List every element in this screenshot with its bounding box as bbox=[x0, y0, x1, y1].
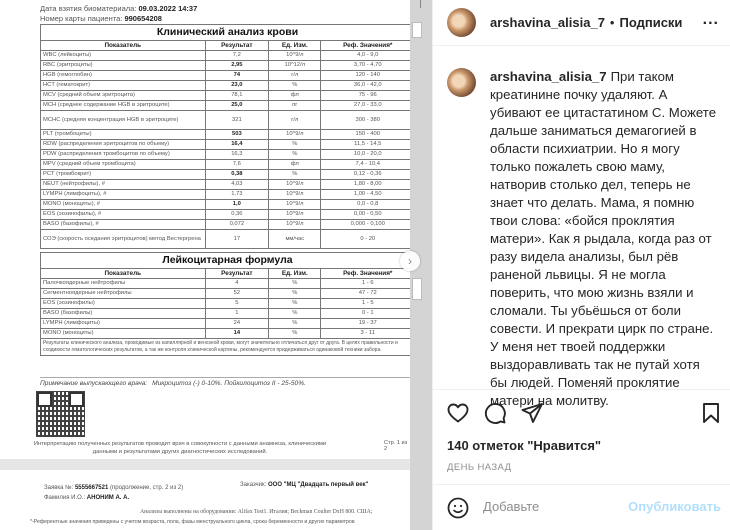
card-number-label: Номер карты пациента: bbox=[40, 14, 123, 23]
table-row bbox=[41, 130, 415, 140]
following-button[interactable]: Подписки bbox=[619, 15, 683, 30]
row-reference: 1 - 5 bbox=[321, 299, 415, 309]
row-result: 2,95 bbox=[205, 61, 269, 71]
table-row bbox=[41, 180, 415, 190]
row-unit: 10^9/л bbox=[269, 220, 321, 230]
column-header: Ед. Изм. bbox=[269, 269, 321, 279]
row-unit: фл bbox=[269, 160, 321, 170]
row-unit: % bbox=[269, 140, 321, 150]
table-row bbox=[41, 170, 415, 180]
column-header: Реф. Значения* bbox=[321, 41, 415, 51]
row-name: RBC (эритроциты) bbox=[41, 61, 206, 71]
row-result: 1,0 bbox=[205, 200, 269, 210]
row-reference: 3,70 - 4,70 bbox=[321, 61, 415, 71]
row-reference: 1,00 - 4,50 bbox=[321, 190, 415, 200]
row-result: 0,38 bbox=[205, 170, 269, 180]
row-reference: 3 - 11 bbox=[321, 329, 415, 339]
column-header: Ед. Изм. bbox=[269, 41, 321, 51]
row-reference: 120 - 140 bbox=[321, 71, 415, 81]
row-reference: 4,0 - 9,0 bbox=[321, 51, 415, 61]
sample-date-label: Дата взятия биоматериала: bbox=[40, 4, 137, 13]
row-reference: 19 - 37 bbox=[321, 319, 415, 329]
sample-date-value: 09.03.2022 14:37 bbox=[138, 4, 198, 13]
row-unit: 10^9/л bbox=[269, 180, 321, 190]
column-header: Результат bbox=[205, 269, 269, 279]
order-number bbox=[44, 485, 183, 491]
order-value: 5555667521 bbox=[74, 485, 109, 491]
row-name: MPV (средний объем тромбоцита) bbox=[41, 160, 206, 170]
column-header: Результат bbox=[205, 41, 269, 51]
table-row bbox=[41, 200, 415, 210]
row-result: 78,1 bbox=[205, 91, 269, 101]
table-row bbox=[41, 299, 415, 309]
row-name: MCHC (средняя концентрация HGB в эритроците) bbox=[41, 111, 206, 130]
row-reference: 0 - 1 bbox=[321, 309, 415, 319]
more-options-icon[interactable]: ... bbox=[702, 11, 719, 28]
card-number-value: 990654208 bbox=[124, 14, 162, 23]
row-result: 4,03 bbox=[205, 180, 269, 190]
order-suffix: (продолжение, стр. 2 из 2) bbox=[109, 485, 184, 491]
table-row bbox=[41, 140, 415, 150]
row-reference: 47 - 72 bbox=[321, 289, 415, 299]
post-header bbox=[433, 0, 730, 46]
table-row bbox=[41, 329, 415, 339]
row-reference: 36,0 - 42,0 bbox=[321, 81, 415, 91]
reference-note: *-Референтные значения приведены с учетом возраста, пола, фазы менструального цикла, срока беременности и других параметров bbox=[30, 519, 355, 525]
table-row bbox=[41, 160, 415, 170]
row-unit: % bbox=[269, 309, 321, 319]
row-name: СОЭ (скорость оседания эритроцитов) метод Вестергрена bbox=[41, 230, 206, 249]
table-row bbox=[41, 230, 415, 249]
table-row bbox=[41, 61, 415, 71]
equipment-note: Анализы выполнены на оборудовании: Alifax Test1. Италия; Beckman Coulter DxH 800. США; bbox=[140, 509, 373, 515]
heart-icon[interactable] bbox=[446, 401, 470, 425]
row-reference: 11,5 - 14,5 bbox=[321, 140, 415, 150]
bookmark-icon[interactable] bbox=[699, 401, 723, 425]
avatar[interactable] bbox=[447, 68, 476, 97]
row-name: MONO (моноциты), # bbox=[41, 200, 206, 210]
row-result: 321 bbox=[205, 111, 269, 130]
document-page-2 bbox=[0, 470, 410, 530]
customer bbox=[240, 482, 368, 488]
table-row bbox=[41, 309, 415, 319]
row-unit: % bbox=[269, 299, 321, 309]
row-reference: 1 - 6 bbox=[321, 279, 415, 289]
column-header: Показатель bbox=[41, 41, 206, 51]
row-result: 25,0 bbox=[205, 101, 269, 111]
row-name: EOS (эозинофилы) bbox=[41, 299, 206, 309]
header-username[interactable]: arshavina_alisia_7 bbox=[490, 15, 605, 30]
page-thumbnail[interactable] bbox=[412, 22, 422, 38]
row-reference: 150 - 400 bbox=[321, 130, 415, 140]
row-reference: 10,0 - 20,0 bbox=[321, 150, 415, 160]
row-name: HGB (гемоглобин) bbox=[41, 71, 206, 81]
row-unit: % bbox=[269, 170, 321, 180]
row-result: 1,73 bbox=[205, 190, 269, 200]
row-unit: пг bbox=[269, 101, 321, 111]
table-row bbox=[41, 220, 415, 230]
qr-code bbox=[36, 391, 85, 437]
row-result: 7,6 bbox=[205, 160, 269, 170]
row-result: 52 bbox=[205, 289, 269, 299]
customer-value: ООО "МЦ "Двадцать первый век" bbox=[267, 482, 369, 488]
row-name: PLT (тромбоциты) bbox=[41, 130, 206, 140]
comment-username[interactable]: arshavina_alisia_7 bbox=[490, 69, 607, 84]
row-reference: 27,0 - 33,0 bbox=[321, 101, 415, 111]
customer-label: Заказчик: bbox=[240, 482, 267, 488]
patient-name bbox=[44, 495, 129, 501]
chevron-right-icon: › bbox=[408, 254, 412, 268]
row-name: Сегментноядерные нейтрофилы bbox=[41, 289, 206, 299]
row-name: EOS (эозинофилы), # bbox=[41, 210, 206, 220]
caption-comment bbox=[447, 68, 727, 410]
table-row bbox=[41, 81, 415, 91]
row-name: HCT (гематокрит) bbox=[41, 81, 206, 91]
row-name: PDW (распределения тромбоцитов по объему) bbox=[41, 150, 206, 160]
row-name: MCV (средний объем эритроцита) bbox=[41, 91, 206, 101]
cbc-table bbox=[40, 24, 415, 249]
table-row bbox=[41, 150, 415, 160]
table-row bbox=[41, 91, 415, 101]
row-unit: г/л bbox=[269, 111, 321, 130]
comment-text: При таком креатинине почку удаляют. А убивают ее цитастатином С. Можете дальше заниматься демагогией в области психиатрии. Но я могу только пожалеть свою маму, натворив столько дел, теперь не знает что делать. Мама, я помню твои слова: «бойся проклятия матери». Как я рыдала, когда раз от разу видела анализы, был рёв раненой львицы. Я не могла поверить, что мою жизнь взяли и сломали. Ты убьёшься от боли совести. И прекрати цирк по стране. У меня нет твоей поддержки выздоравливать так не путай хотя бы людей. Поменяй проклятие матери на молитву. bbox=[490, 69, 717, 408]
actions-bar bbox=[433, 389, 730, 390]
row-unit: фл bbox=[269, 91, 321, 101]
row-reference: 0,0 - 0,8 bbox=[321, 200, 415, 210]
comment-body bbox=[490, 68, 718, 410]
order-label: Заявка №: bbox=[44, 485, 74, 491]
emoji-icon[interactable] bbox=[446, 496, 470, 520]
row-unit: % bbox=[269, 329, 321, 339]
page-thumbnail[interactable] bbox=[412, 278, 422, 300]
row-reference: 300 - 380 bbox=[321, 111, 415, 130]
likes-count[interactable]: 140 отметок "Нравится" bbox=[447, 438, 602, 453]
row-unit: 10^9/л bbox=[269, 200, 321, 210]
row-unit: мм/час bbox=[269, 230, 321, 249]
row-result: 17 bbox=[205, 230, 269, 249]
row-result: 0,36 bbox=[205, 210, 269, 220]
row-result: 5 bbox=[205, 299, 269, 309]
table-row bbox=[41, 101, 415, 111]
row-unit: % bbox=[269, 289, 321, 299]
table-row bbox=[41, 71, 415, 81]
row-result: 4 bbox=[205, 279, 269, 289]
leukocyte-table bbox=[40, 252, 415, 356]
table-title: Лейкоцитарная формула bbox=[41, 253, 415, 269]
row-unit: 10^9/л bbox=[269, 210, 321, 220]
document-page-1 bbox=[0, 0, 410, 459]
table-row bbox=[41, 279, 415, 289]
row-name: BASO (базофилы) bbox=[41, 309, 206, 319]
row-unit: % bbox=[269, 150, 321, 160]
separator-dot: • bbox=[609, 15, 615, 30]
row-result: 7,2 bbox=[205, 51, 269, 61]
row-unit: % bbox=[269, 81, 321, 91]
row-result: 16,4 bbox=[205, 140, 269, 150]
row-result: 1 bbox=[205, 309, 269, 319]
row-result: 0,072 bbox=[205, 220, 269, 230]
card-number bbox=[40, 14, 162, 23]
row-unit: 10^9/л bbox=[269, 51, 321, 61]
row-unit: 10^9/л bbox=[269, 190, 321, 200]
row-unit: г/л bbox=[269, 71, 321, 81]
row-result: 23,0 bbox=[205, 81, 269, 91]
instagram-post-panel bbox=[432, 0, 730, 530]
doctor-note-label: Примечание выпускающего врача: bbox=[40, 380, 148, 387]
row-reference: 0 - 20 bbox=[321, 230, 415, 249]
interpretation-text: Интерпретацию полученных результатов проводит врач в совокупности с данными анамнеза, клиническими данными и результатами других диагностических исследований. bbox=[33, 441, 327, 455]
sample-date bbox=[40, 4, 197, 13]
scroll-thumb[interactable] bbox=[420, 0, 421, 8]
patient-name-value: АНОНИМ А. А. bbox=[86, 495, 130, 501]
row-unit: % bbox=[269, 319, 321, 329]
row-reference: 0,00 - 0,50 bbox=[321, 210, 415, 220]
row-result: 24 bbox=[205, 319, 269, 329]
doctor-note bbox=[40, 377, 415, 387]
page-number: Стр. 1 из 2 bbox=[384, 440, 408, 452]
row-result: 503 bbox=[205, 130, 269, 140]
post-timestamp: ДЕНЬ НАЗАД bbox=[447, 462, 512, 473]
table-row bbox=[41, 289, 415, 299]
table-row bbox=[41, 210, 415, 220]
row-reference: 75 - 96 bbox=[321, 91, 415, 101]
share-icon[interactable] bbox=[520, 401, 544, 425]
row-reference: 0,000 - 0,100 bbox=[321, 220, 415, 230]
row-name: LYMPH (лимфоциты), # bbox=[41, 190, 206, 200]
comment-icon[interactable] bbox=[483, 401, 507, 425]
publish-button[interactable]: Опубликовать bbox=[628, 499, 721, 514]
row-name: LYMPH (лимфоциты) bbox=[41, 319, 206, 329]
row-result: 14 bbox=[205, 329, 269, 339]
row-name: MCH (среднее содержание HGB в эритроците) bbox=[41, 101, 206, 111]
table-row bbox=[41, 51, 415, 61]
add-comment-bar bbox=[433, 484, 730, 530]
doctor-note-value: Микроцитоз (-) 0-10%. Пойкилоцитоз II - 25-50%. bbox=[152, 380, 306, 387]
row-result: 74 bbox=[205, 71, 269, 81]
sampling-note: Результаты клинического анализа, проводимые из капиллярной и венозной крови, могут значительно отличаться друг от друга. В целях правильности и сходимости гематологических результатов, а так же контроля клинической картины, рекомендуется придерживаться одинаковой техники забора. bbox=[41, 339, 415, 356]
row-reference: 1,80 - 8,00 bbox=[321, 180, 415, 190]
row-unit: % bbox=[269, 279, 321, 289]
row-unit: 10^12/л bbox=[269, 61, 321, 71]
row-reference: 7,4 - 10,4 bbox=[321, 160, 415, 170]
row-name: PCT (тромбокрит) bbox=[41, 170, 206, 180]
column-header: Показатель bbox=[41, 269, 206, 279]
next-slide-button[interactable] bbox=[400, 251, 420, 271]
table-row bbox=[41, 111, 415, 130]
table-title: Клинический анализ крови bbox=[41, 25, 415, 41]
row-name: WBC (лейкоциты) bbox=[41, 51, 206, 61]
avatar[interactable] bbox=[447, 8, 476, 37]
comment-input[interactable] bbox=[483, 499, 623, 514]
patient-name-label: Фамилия И.О.: bbox=[44, 495, 86, 501]
row-result: 16,3 bbox=[205, 150, 269, 160]
row-name: NEUT (нейтрофилы), # bbox=[41, 180, 206, 190]
column-header: Реф. Значения* bbox=[321, 269, 415, 279]
row-name: Палочкоядерные нейтрофилы bbox=[41, 279, 206, 289]
table-row bbox=[41, 190, 415, 200]
row-unit: 10^9/л bbox=[269, 130, 321, 140]
row-name: RDW (распределения эритроцитов по объему) bbox=[41, 140, 206, 150]
row-name: MONO (моноциты) bbox=[41, 329, 206, 339]
row-reference: 0,12 - 0,36 bbox=[321, 170, 415, 180]
row-name: BASO (базофилы), # bbox=[41, 220, 206, 230]
table-row bbox=[41, 319, 415, 329]
